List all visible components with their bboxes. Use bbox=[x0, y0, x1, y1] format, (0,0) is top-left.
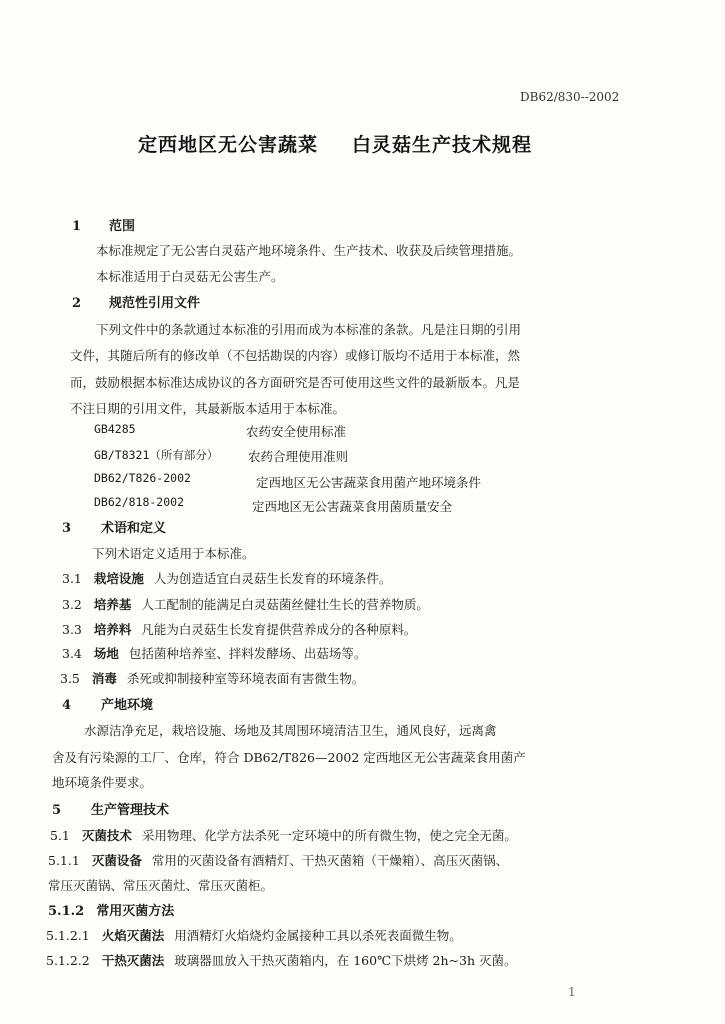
item-term: 消毒 bbox=[91, 671, 117, 686]
item-number: 3.2 bbox=[62, 597, 82, 612]
reference-name: 农药合理使用准则 bbox=[248, 449, 349, 464]
section-4-heading bbox=[62, 694, 153, 713]
reference-code: GB/T8321（所有部分） bbox=[94, 448, 219, 462]
paragraph: 本标准规定了无公害白灵菇产地环境条件、生产技术、收获及后续管理措施。 bbox=[96, 243, 522, 258]
item-definition: 人为创造适宜白灵菇生长发育的环境条件。 bbox=[153, 571, 392, 586]
item-definition: 包括菌种培养室、拌料发酵场、出菇场等。 bbox=[128, 646, 367, 661]
item-number: 3.5 bbox=[60, 671, 80, 686]
definition-item bbox=[48, 851, 508, 869]
item-term: 培养料 bbox=[93, 622, 132, 637]
paragraph-line: 不注日期的引用文件，其最新版本适用于本标准。 bbox=[70, 401, 346, 416]
item-number: 5.1.2.1 bbox=[46, 928, 90, 943]
reference-code: GB4285 bbox=[94, 422, 136, 436]
paragraph-line: 下列文件中的条款通过本标准的引用而成为本标准的条款。凡是注日期的引用 bbox=[96, 322, 522, 337]
section-title: 范围 bbox=[109, 219, 136, 234]
section-number: 1 bbox=[72, 219, 82, 234]
section-title: 产地环境 bbox=[101, 698, 154, 713]
item-number: 3.3 bbox=[62, 622, 82, 637]
section-1-heading bbox=[72, 215, 135, 234]
subsection-title: 常用灭菌方法 bbox=[96, 904, 175, 919]
paragraph-line: 水源洁净充足，栽培设施、场地及其周围环境清洁卫生，通风良好，远离禽 bbox=[84, 723, 497, 738]
definition-item bbox=[62, 569, 391, 587]
item-number: 3.4 bbox=[62, 646, 82, 661]
item-term: 干热灭菌法 bbox=[101, 953, 165, 968]
title-part2: 白灵菇生产技术规程 bbox=[352, 134, 533, 156]
section-2-heading bbox=[72, 292, 200, 311]
item-number: 5.1.2.2 bbox=[46, 953, 90, 968]
section-3-heading bbox=[62, 517, 166, 536]
definition-item bbox=[46, 951, 517, 969]
definition-item bbox=[46, 926, 462, 944]
item-term: 栽培设施 bbox=[93, 571, 144, 586]
reference-name: 农药安全使用标准 bbox=[246, 424, 347, 439]
item-definition: 人工配制的能满足白灵菇菌丝健壮生长的营养物质。 bbox=[141, 597, 429, 612]
item-definition: 采用物理、化学方法杀死一定环境中的所有微生物，使之完全无菌。 bbox=[141, 828, 517, 843]
item-term: 培养基 bbox=[93, 597, 132, 612]
section-number: 2 bbox=[72, 296, 82, 311]
item-definition: 凡能为白灵菇生长发育提供营养成分的各种原料。 bbox=[141, 622, 417, 637]
paragraph-line: 而，鼓励根据本标准达成协议的各方面研究是否可使用这些文件的最新版本。凡是 bbox=[70, 375, 521, 390]
section-number: 3 bbox=[62, 521, 72, 536]
section-title: 生产管理技术 bbox=[91, 803, 170, 818]
section-title: 术语和定义 bbox=[101, 521, 167, 536]
section-number: 5 bbox=[52, 803, 62, 818]
reference-name: 定西地区无公害蔬菜食用菌产地环境条件 bbox=[256, 475, 482, 490]
item-number: 5.1.2 bbox=[48, 904, 85, 919]
page-number: 1 bbox=[568, 985, 576, 999]
item-term: 火焰灭菌法 bbox=[101, 928, 165, 943]
definition-item bbox=[62, 595, 429, 613]
document-code: DB62/830--2002 bbox=[520, 90, 620, 104]
reference-code: DB62/T826-2002 bbox=[94, 471, 191, 485]
item-definition: 常用的灭菌设备有酒精灯、干热灭菌箱（干燥箱）、高压灭菌锅、 bbox=[151, 853, 509, 868]
paragraph-line: 舍及有污染源的工厂、仓库，符合 DB62/T826—2002 定西地区无公害蔬菜食用菌产 bbox=[52, 750, 526, 765]
item-number: 5.1 bbox=[50, 828, 70, 843]
item-definition: 杀死或抑制接种室等环境表面有害微生物。 bbox=[126, 671, 365, 686]
paragraph-line: 文件，其随后所有的修改单（不包括勘误的内容）或修订版均不适用于本标准，然 bbox=[70, 348, 521, 363]
paragraph: 下列术语定义适用于本标准。 bbox=[92, 546, 255, 561]
definition-item bbox=[62, 620, 416, 638]
definition-item bbox=[62, 644, 366, 662]
section-number: 4 bbox=[62, 698, 72, 713]
paragraph-line: 地环境条件要求。 bbox=[52, 775, 153, 790]
item-term: 场地 bbox=[93, 646, 119, 661]
section-title: 规范性引用文件 bbox=[109, 296, 201, 311]
page-title bbox=[138, 130, 532, 157]
paragraph-line: 常压灭菌锅、常压灭菌灶、常压灭菌柜。 bbox=[48, 878, 274, 893]
item-term: 灭菌设备 bbox=[91, 853, 142, 868]
paragraph: 本标准适用于白灵菇无公害生产。 bbox=[96, 269, 284, 284]
title-part1: 定西地区无公害蔬菜 bbox=[138, 134, 319, 156]
item-number: 3.1 bbox=[62, 571, 82, 586]
item-definition: 用酒精灯火焰烧灼金属接种工具以杀死表面微生物。 bbox=[174, 928, 462, 943]
reference-code: DB62/818-2002 bbox=[94, 495, 185, 509]
section-5-heading bbox=[52, 799, 169, 818]
definition-item bbox=[60, 669, 364, 687]
definition-item bbox=[50, 826, 517, 844]
item-definition: 玻璃器皿放入干热灭菌箱内，在 160℃下烘烤 2h~3h 灭菌。 bbox=[174, 953, 517, 968]
item-number: 5.1.1 bbox=[48, 853, 80, 868]
subsection-heading bbox=[48, 900, 174, 919]
item-term: 灭菌技术 bbox=[81, 828, 132, 843]
reference-name: 定西地区无公害蔬菜食用菌质量安全 bbox=[252, 499, 453, 514]
